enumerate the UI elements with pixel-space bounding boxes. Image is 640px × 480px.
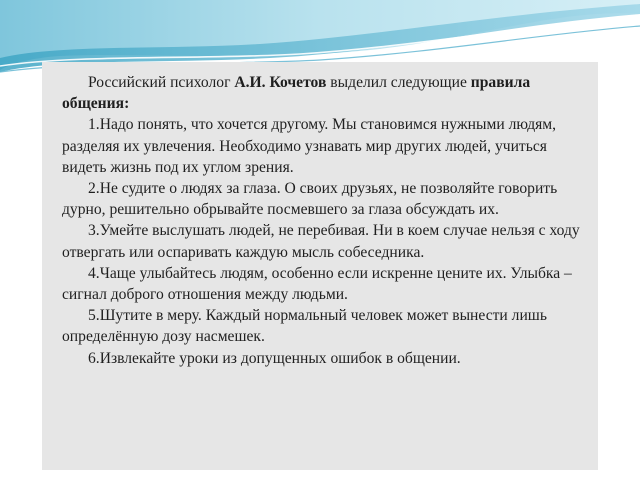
rule-6: 6.Извлекайте уроки из допущенных ошибок в общении. <box>88 349 461 367</box>
rules-heading: правила общения: <box>62 74 531 113</box>
rule-2: 2.Не судите о людях за глаза. О своих друзьях, не позволяйте говорить дурно, решительно обрывайте посмевшего за глаза обсуждать их. <box>62 180 558 219</box>
rule-3: 3.Умейте выслушать людей, не перебивая. Ни в коем случае нельзя с ходу отвергать или оспаривать каждую мысль собеседника. <box>62 222 580 261</box>
psychologist-name: А.И. Кочетов <box>234 74 327 91</box>
intro-text-2: выделил следующие <box>326 74 471 91</box>
rule-1: 1.Надо понять, что хочется другому. Мы становимся нужными людям, разделяя их увлечения. Необходимо узнавать мир других людей, учиться видеть жизнь под их углом зрения. <box>62 116 557 176</box>
rule-4: 4.Чаще улыбайтесь людям, особенно если искренне цените их. Улыбка – сигнал доброго отношения между людьми. <box>62 264 572 304</box>
intro-paragraph <box>62 72 580 114</box>
text-content-box <box>42 62 598 470</box>
intro-text-1: Российский психолог <box>88 74 235 91</box>
rule-5: 5.Шутите в меру. Каждый нормальный человек может вынести лишь определённую дозу насмешек. <box>62 307 547 346</box>
